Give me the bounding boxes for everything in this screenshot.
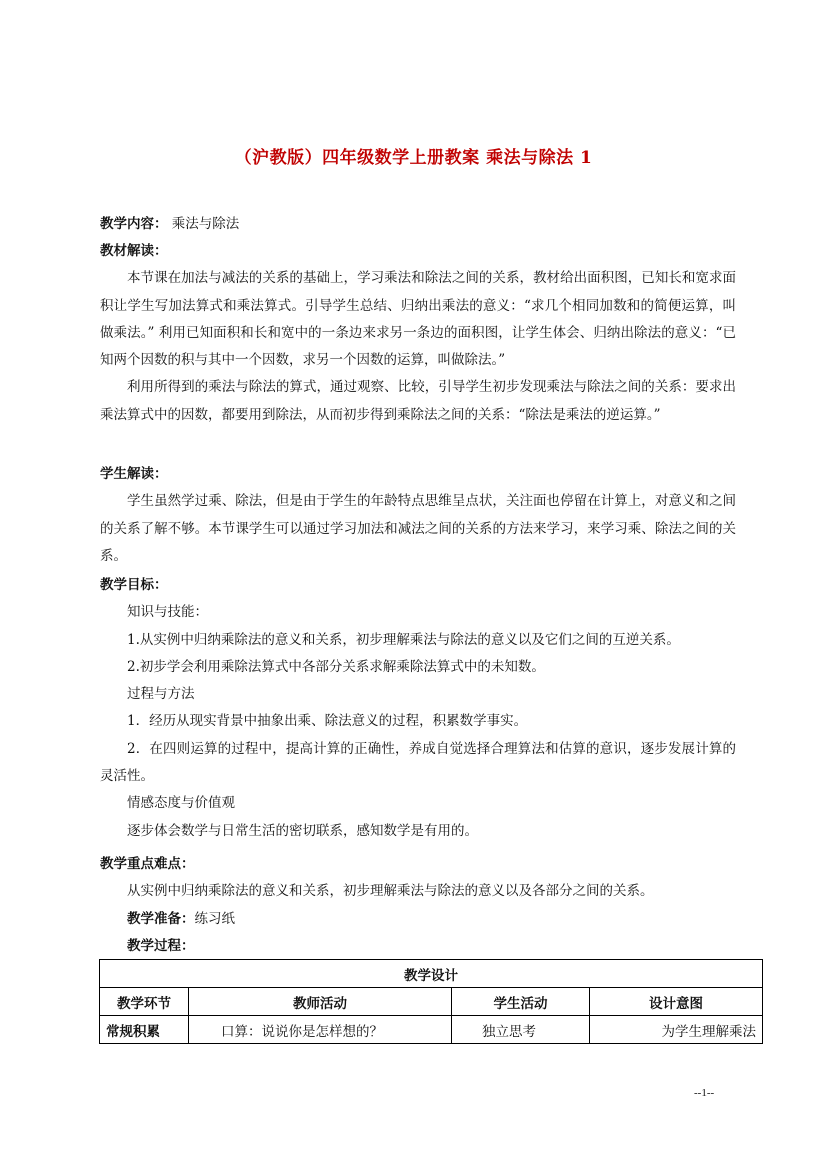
prep-value: 练习纸 <box>194 911 235 927</box>
textbook-paragraph-2: 利用所得到的乘法与除法的算式，通过观察、比较，引导学生初步发现乘法与除法之间的关系：要求出乘法算式中的因数，都要用到除法，从而初步得到乘除法之间的关系：“除法是乘法的逆运算。” <box>100 379 736 423</box>
goals-heading: 教学目标： <box>100 577 168 593</box>
goals-process-heading: 过程与方法 <box>127 686 195 703</box>
key-points-heading: 教学重点难点： <box>100 856 195 872</box>
table-cell: 为学生理解乘法 <box>590 1016 763 1044</box>
student-heading: 学生解读： <box>100 466 168 482</box>
goals-knowledge-item-2: 2.初步学会利用乘除法算式中各部分关系求解乘除法算式中的未知数。 <box>127 658 545 675</box>
goals-process-item-1: 1．经历从现实背景中抽象出乘、除法意义的过程，积累数学事实。 <box>127 713 528 730</box>
table-cell: 口算：说说你是怎样想的？ <box>189 1016 452 1044</box>
table-header-cell: 教师活动 <box>189 988 452 1016</box>
goals-knowledge-item-1: 1.从实例中归纳乘除法的意义和关系，初步理解乘法与除法的意义以及它们之间的互逆关系。 <box>127 631 680 648</box>
document-title: （沪教版）四年级数学上册教案 乘法与除法 1 <box>234 148 593 168</box>
teaching-content-label: 教学内容： <box>100 216 168 232</box>
table-header-cell: 教学环节 <box>100 988 189 1016</box>
teaching-content-line <box>100 211 736 238</box>
table-header-cell: 学生活动 <box>452 988 590 1016</box>
teaching-content-value: 乘法与除法 <box>171 216 240 232</box>
goals-knowledge-heading: 知识与技能： <box>127 604 208 621</box>
teaching-design-table <box>99 959 763 1044</box>
goals-process-item-2: 2．在四则运算的过程中，提高计算的正确性，养成自觉选择合理算法和估算的意识，逐步发展计算的灵活性。 <box>100 740 736 785</box>
prep-line <box>100 906 736 961</box>
goals-emotion-heading: 情感态度与价值观 <box>127 795 235 812</box>
table-row <box>100 1016 763 1044</box>
process-heading: 教学过程： <box>127 938 195 955</box>
table-header-row <box>100 988 763 1016</box>
table-caption: 教学设计 <box>100 960 763 988</box>
textbook-heading: 教材解读： <box>100 243 168 259</box>
student-paragraph-1: 学生虽然学过乘、除法，但是由于学生的年龄特点思维呈点状，关注面也停留在计算上，对意义和之间的关系了解不够。本节课学生可以通过学习加法和减法之间的关系的方法来学习，来学习乘、除法之间的关系。 <box>100 493 736 564</box>
student-section <box>100 461 736 570</box>
page-number: --1-- <box>694 1087 715 1099</box>
textbook-section <box>100 238 736 429</box>
textbook-paragraph-1: 本节课在加法与减法的关系的基础上，学习乘法和除法之间的关系，教材给出面积图，已知长和宽求面积让学生写加法算式和乘法算式。引导学生总结、归纳出乘法的意义：“求几个相同加数和的简便运算，叫做乘法。” 利用已知面积和长和宽中的一条边来求另一条边的面积图，让学生体会、归纳出除法的意义：“已知两个因数的积与其中一个因数，求另一个因数的运算，叫做除法。” <box>100 270 736 369</box>
prep-label: 教学准备： <box>127 911 195 927</box>
goals-emotion-item-1: 逐步体会数学与日常生活的密切联系，感知数学是有用的。 <box>127 822 478 839</box>
goals-section <box>100 572 736 845</box>
key-points-paragraph: 从实例中归纳乘除法的意义和关系，初步理解乘法与除法的意义以及各部分之间的关系。 <box>127 883 654 900</box>
table-header-cell: 设计意图 <box>590 988 763 1016</box>
table-cell: 常规积累 <box>100 1016 189 1044</box>
key-points-section <box>100 851 736 906</box>
table-cell: 独立思考 <box>452 1016 590 1044</box>
